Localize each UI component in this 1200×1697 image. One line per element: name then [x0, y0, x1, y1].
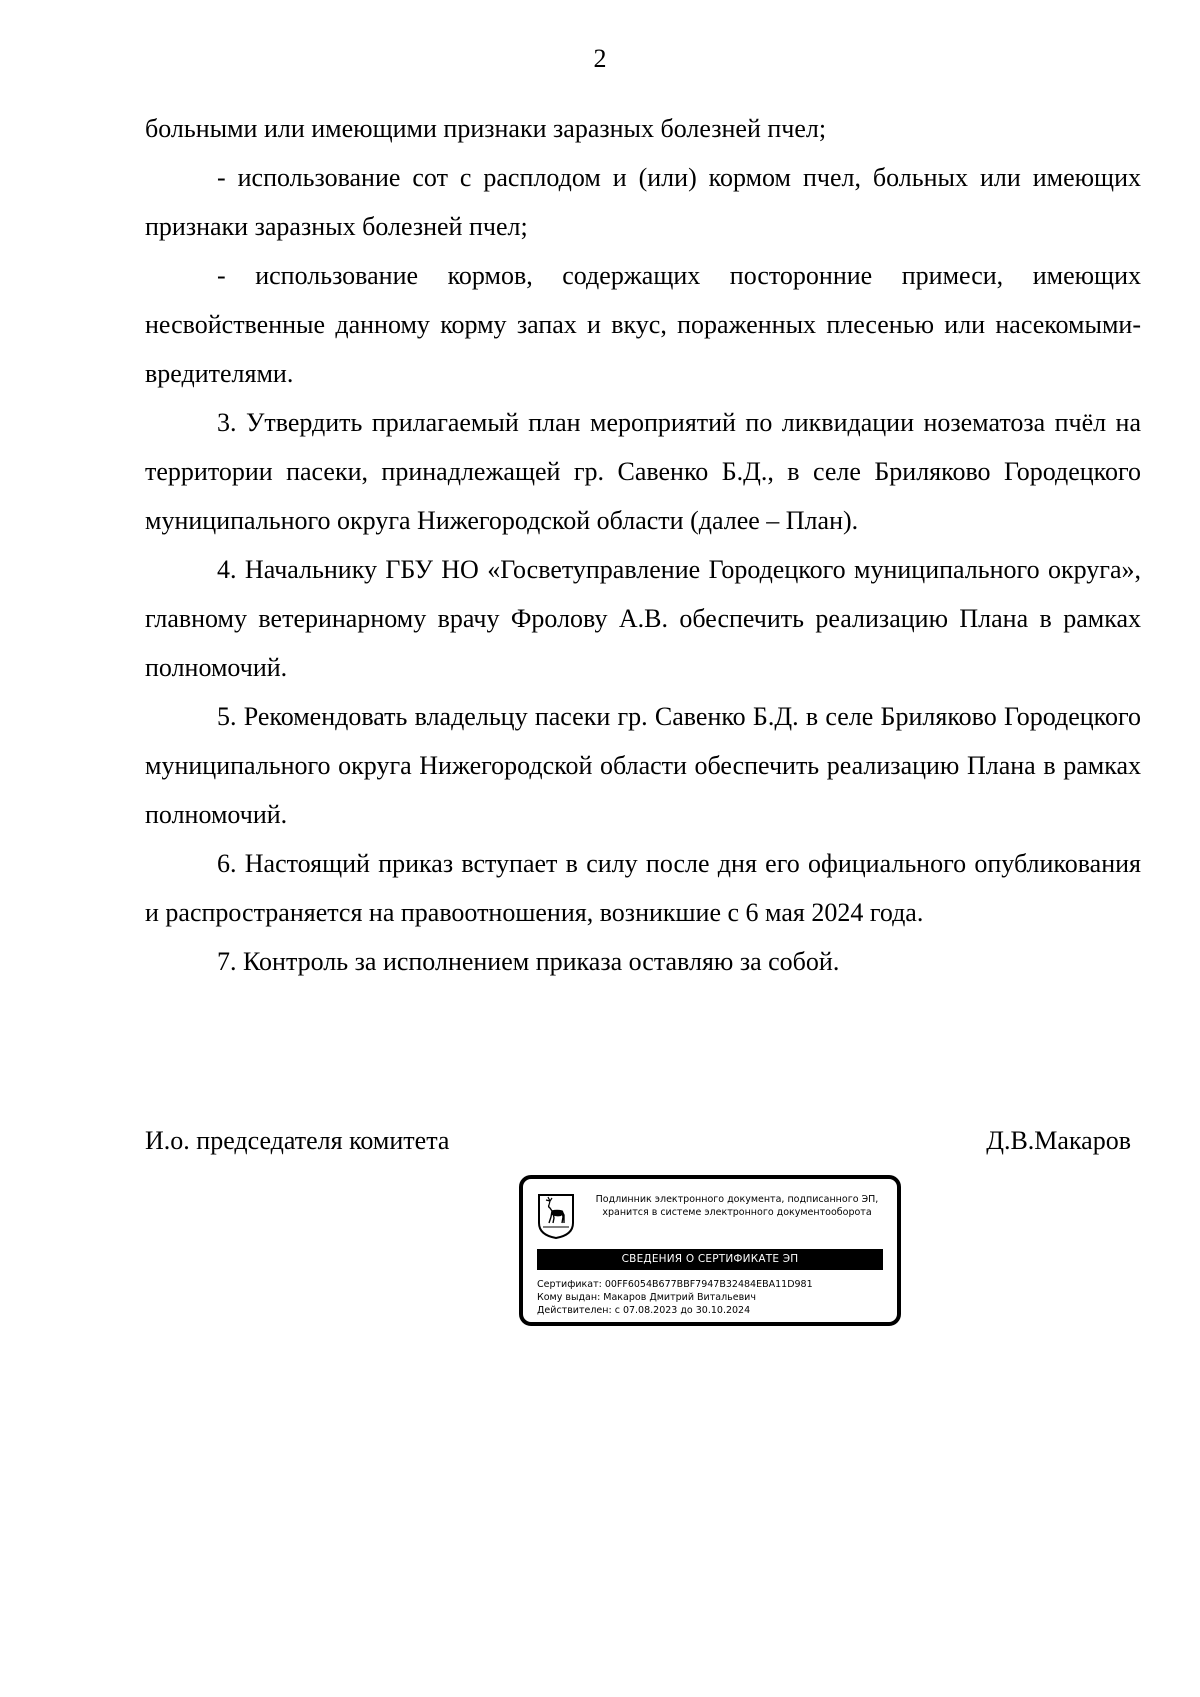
- certificate-details: [537, 1278, 887, 1317]
- stamp-header-line: Подлинник электронного документа, подписанного ЭП,: [595, 1194, 879, 1205]
- paragraph: - использование кормов, содержащих посторонние примеси, имеющих несвойственные данному корму запах и вкус, пораженных плесенью или насекомыми-вредителями.: [145, 261, 1141, 388]
- paragraph: 3. Утвердить прилагаемый план мероприятий по ликвидации нозематоза пчёл на территории пасеки, принадлежащей гр. Савенко Б.Д., в селе Бриляково Городецкого муниципального округа Нижегородской области (далее – План).: [145, 408, 1141, 535]
- signatory-position: И.о. председателя комитета: [145, 1126, 450, 1155]
- stamp-header-line: хранится в системе электронного документооборота: [602, 1207, 872, 1218]
- document-body: [145, 104, 1141, 986]
- paragraph: 7. Контроль за исполнением приказа оставляю за собой.: [217, 947, 840, 976]
- paragraph: больными или имеющими признаки заразных болезней пчел;: [145, 114, 827, 143]
- certificate-info-title: СВЕДЕНИЯ О СЕРТИФИКАТЕ ЭП: [537, 1249, 883, 1270]
- stamp-header: [581, 1193, 893, 1219]
- certificate-owner: Кому выдан: Макаров Дмитрий Витальевич: [537, 1292, 756, 1303]
- signatory-name: Д.В.Макаров: [986, 1126, 1131, 1155]
- paragraph: 6. Настоящий приказ вступает в силу после дня его официального опубликования и распространяется на правоотношения, возникшие с 6 мая 2024 года.: [145, 849, 1141, 927]
- deer-coat-of-arms-icon: [537, 1193, 575, 1239]
- paragraph: 4. Начальнику ГБУ НО «Госветуправление Городецкого муниципального округа», главному ветеринарному врачу Фролову А.В. обеспечить реализацию Плана в рамках полномочий.: [145, 555, 1141, 682]
- page-number: 2: [593, 44, 607, 73]
- certificate-number: Сертификат: 00FF6054B677BBF7947B32484EBA11D981: [537, 1279, 813, 1290]
- paragraph: 5. Рекомендовать владельцу пасеки гр. Савенко Б.Д. в селе Бриляково Городецкого муниципального округа Нижегородской области обеспечить реализацию Плана в рамках полномочий.: [145, 702, 1141, 829]
- certificate-validity: Действителен: с 07.08.2023 до 30.10.2024: [537, 1305, 751, 1316]
- electronic-signature-stamp: [519, 1175, 901, 1326]
- paragraph: - использование сот с расплодом и (или) кормом пчел, больных или имеющих признаки заразных болезней пчел;: [145, 163, 1141, 241]
- signature-block: [145, 1126, 1131, 1156]
